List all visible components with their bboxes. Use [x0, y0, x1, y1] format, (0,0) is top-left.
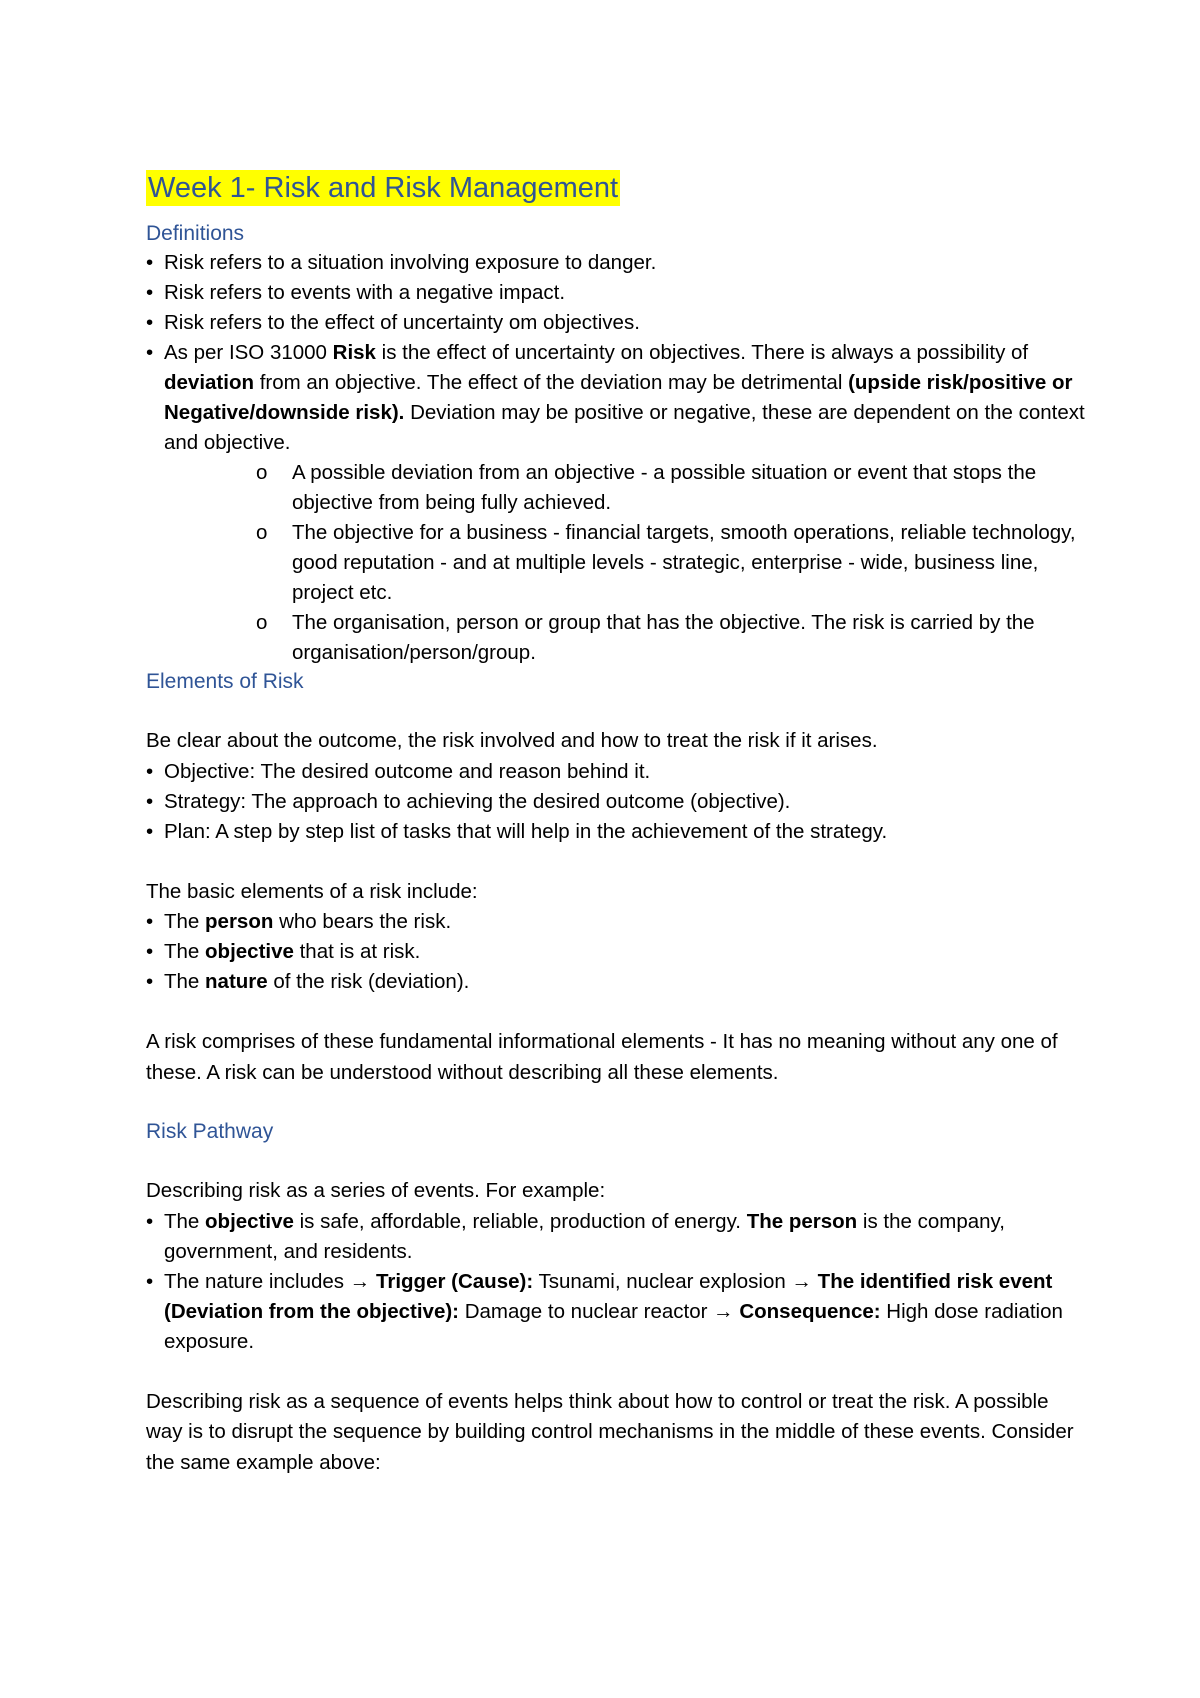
bullet-icon: • [146, 251, 154, 274]
pathway-paragraph: Describing risk as a sequence of events helps think about how to control or treat the risk. A possible way is to disrupt the sequence by building control mechanisms in the middle of these events. Consider the same example above: [146, 1389, 1074, 1474]
definition-bullet-2: • Risk refers to events with a negative impact. [146, 278, 1086, 308]
bullet-icon: • [146, 1209, 154, 1233]
pathway-bullet-2: • The nature includes → Trigger (Cause): Tsunami, nuclear explosion → The identified risk event (Deviation from the objective): Damage to nuclear reactor → Consequence: High dose radiation exposure. [146, 1267, 1086, 1357]
bullet-icon: • [146, 789, 154, 813]
basic-element-person: • The person who bears the risk. [146, 907, 1086, 937]
basic-element-objective: • The objective that is at risk. [146, 937, 1086, 967]
elements-bullet-1: • Objective: The desired outcome and reason behind it. [146, 757, 1086, 787]
basic-element-nature: • The nature of the risk (deviation). [146, 967, 1086, 997]
bullet-icon: • [146, 281, 154, 304]
definitions-heading: Definitions [146, 222, 245, 245]
bullet-icon: • [146, 341, 154, 364]
definition-bullet-3: • Risk refers to the effect of uncertainty om objectives. [146, 308, 1086, 338]
sub-bullet-icon: o [256, 611, 268, 634]
bullet-icon: • [146, 1269, 154, 1293]
pathway-heading: Risk Pathway [146, 1120, 274, 1143]
bullet-icon: • [146, 311, 154, 334]
elements-intro: Be clear about the outcome, the risk involved and how to treat the risk if it arises. [146, 729, 878, 752]
sub-bullet-icon: o [256, 461, 268, 484]
definition-sub-bullet-1: o A possible deviation from an objective - a possible situation or event that stops the objective from being fully achieved. [146, 458, 1086, 518]
bullet-icon: • [146, 819, 154, 843]
elements-bullet-2: • Strategy: The approach to achieving the desired outcome (objective). [146, 787, 1086, 817]
basic-elements-intro: The basic elements of a risk include: [146, 879, 478, 903]
bullet-icon: • [146, 940, 154, 963]
definition-sub-bullet-3: o The organisation, person or group that has the objective. The risk is carried by the organisation/person/group. [146, 608, 1086, 668]
bullet-icon: • [146, 910, 154, 933]
arrow-right-icon: → [791, 1269, 812, 1293]
arrow-right-icon: → [713, 1299, 734, 1323]
pathway-bullet-1: • The objective is safe, affordable, reliable, production of energy. The person is the company, government, and residents. [146, 1207, 1086, 1267]
elements-paragraph: A risk comprises of these fundamental informational elements - It has no meaning without any one of these. A risk can be understood without describing all these elements. [146, 1030, 1058, 1084]
pathway-intro: Describing risk as a series of events. For example: [146, 1179, 606, 1202]
document-page [146, 170, 1086, 1478]
bullet-icon: • [146, 759, 154, 783]
arrow-right-icon: → [349, 1269, 371, 1293]
bullet-icon: • [146, 970, 154, 993]
definition-bullet-4: • As per ISO 31000 Risk is the effect of uncertainty on objectives. There is always a possibility of deviation from an objective. The effect of the deviation may be detrimental (upside risk/positive or Negative/downside risk). Deviation may be positive or negative, these are dependent on the context and objective. [146, 338, 1086, 458]
definition-bullet-1: • Risk refers to a situation involving exposure to danger. [146, 248, 1086, 278]
elements-heading: Elements of Risk [146, 670, 304, 693]
definition-sub-bullet-2: o The objective for a business - financial targets, smooth operations, reliable technology, good reputation - and at multiple levels - strategic, enterprise - wide, business line, project etc. [146, 518, 1086, 608]
elements-bullet-3: • Plan: A step by step list of tasks that will help in the achievement of the strategy. [146, 817, 1086, 847]
sub-bullet-icon: o [256, 521, 268, 544]
page-title: Week 1- Risk and Risk Management [148, 172, 619, 204]
